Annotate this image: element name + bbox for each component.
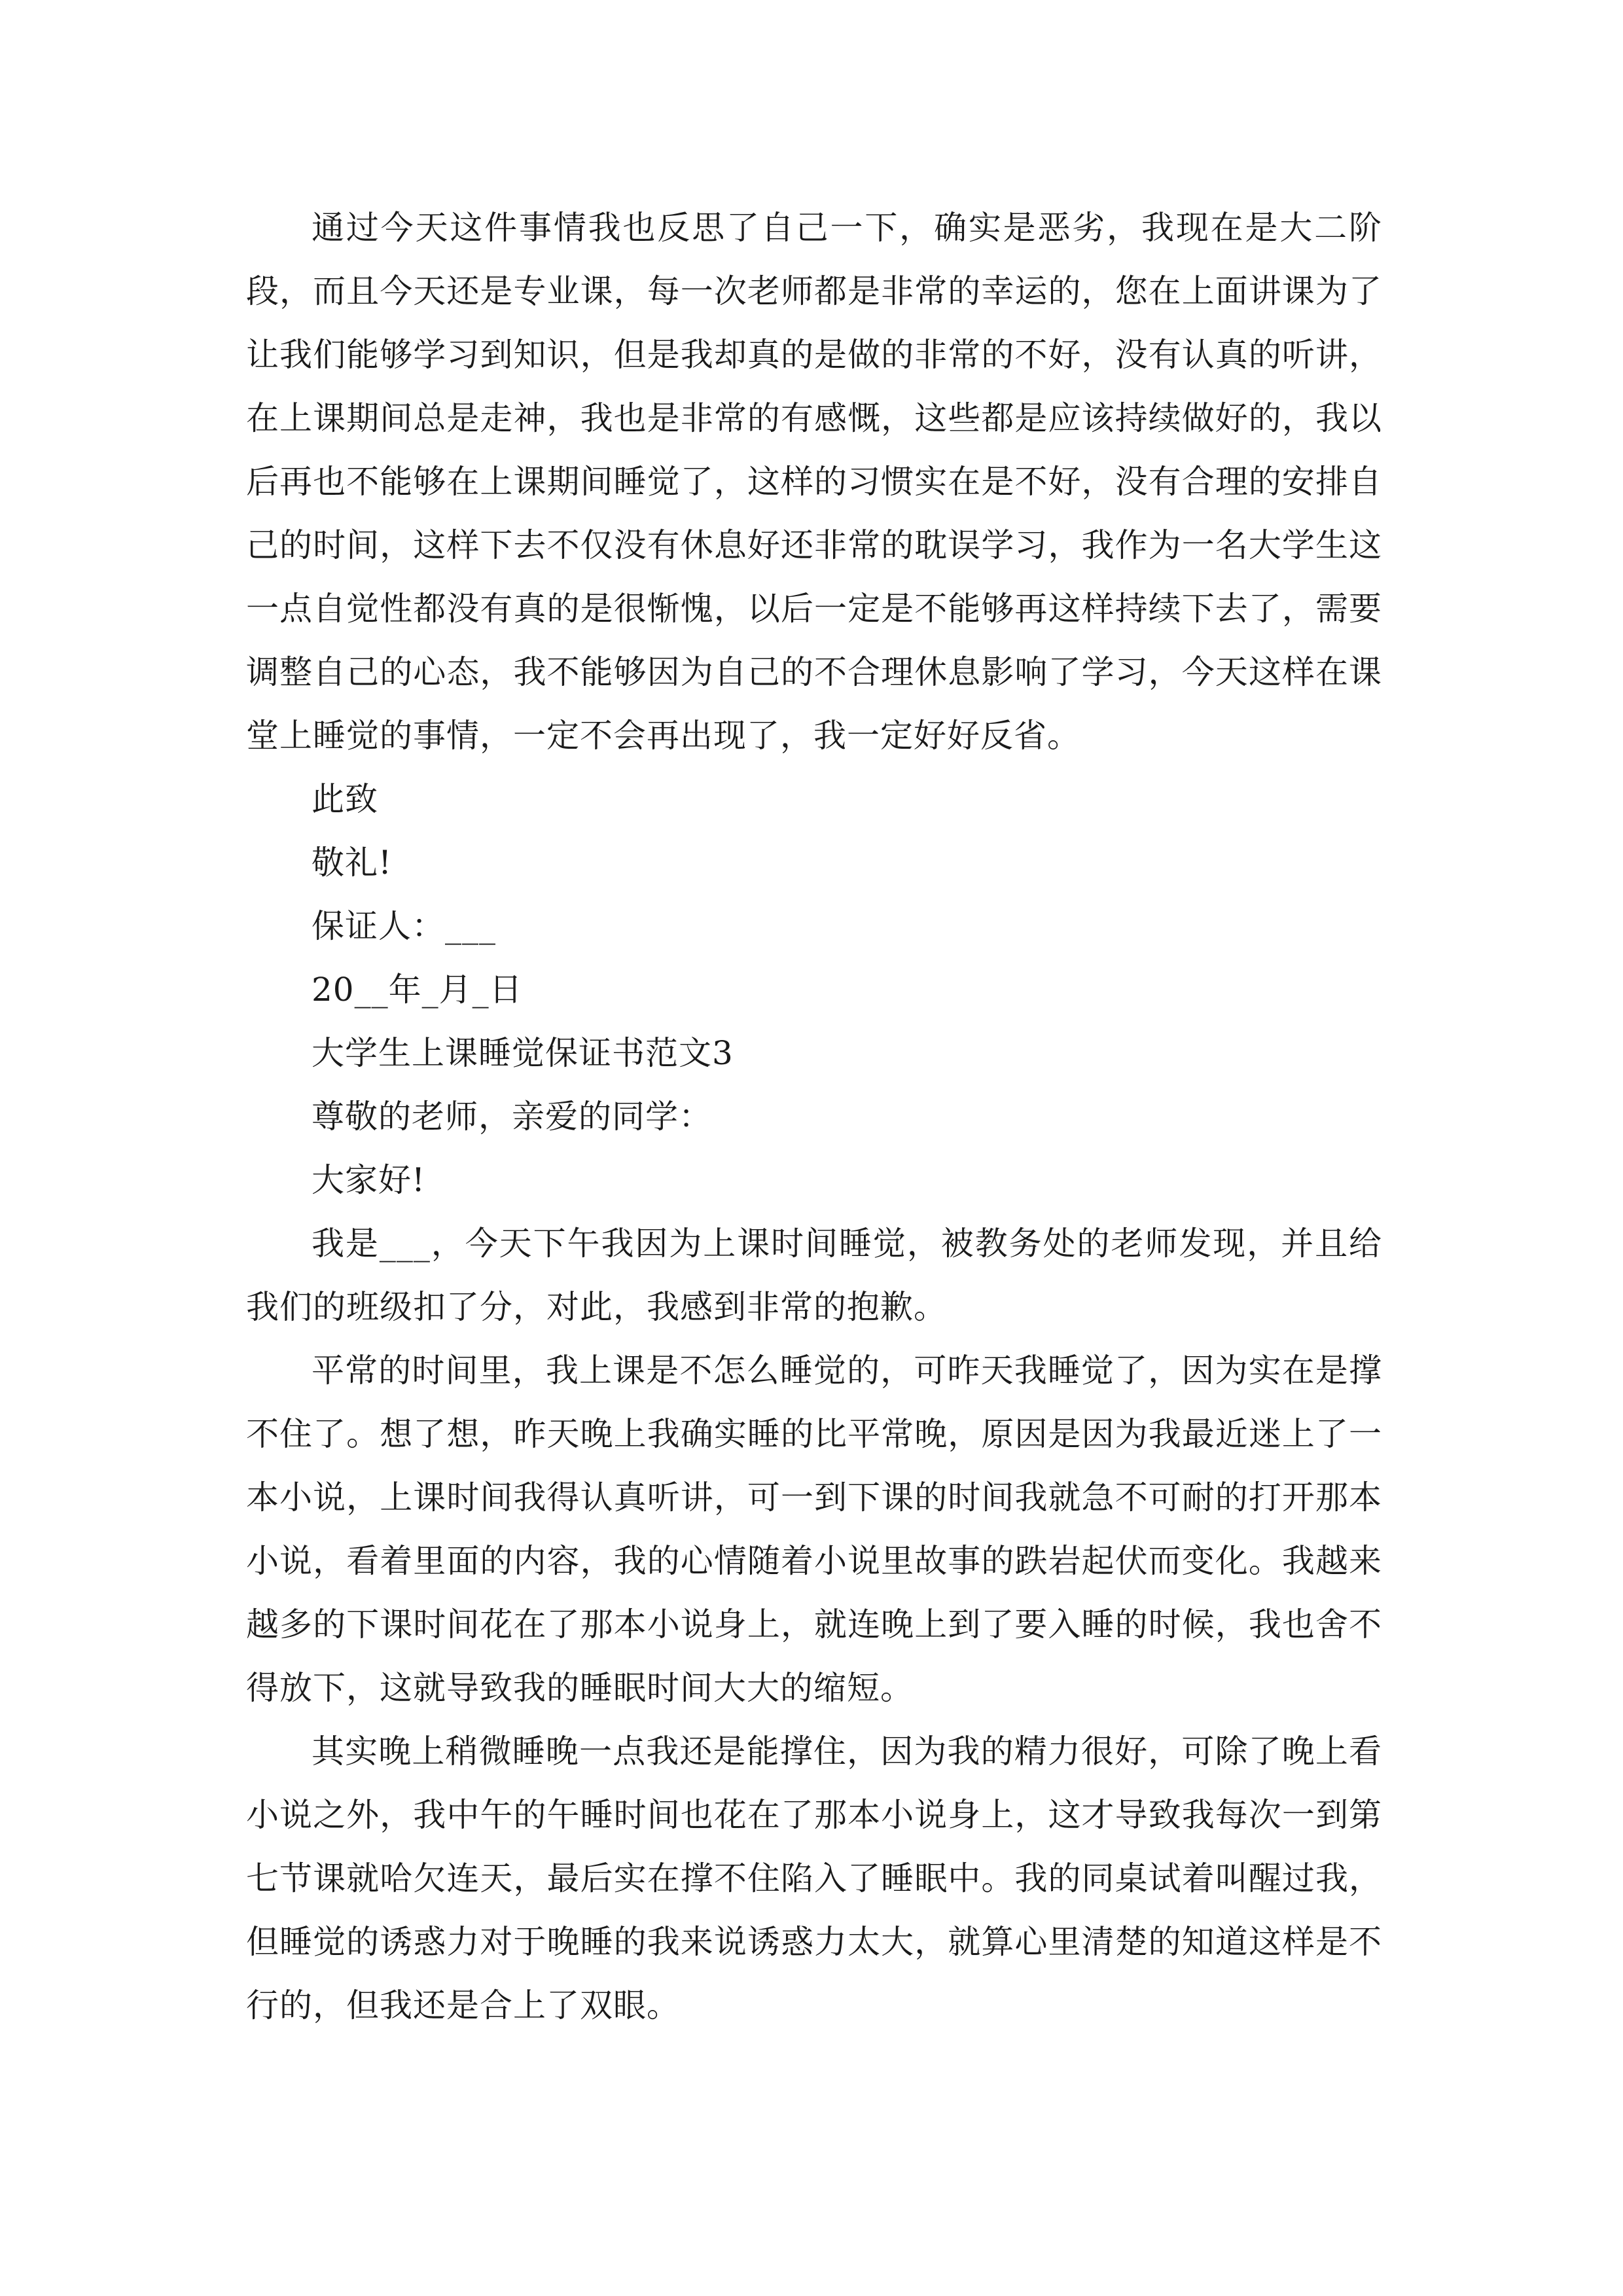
section-title: 大学生上课睡觉保证书范文3: [312, 1034, 734, 1072]
closing-respect: 敬礼!: [312, 844, 393, 882]
guarantor-line: 保证人：___: [312, 907, 496, 945]
closing-salutation: 此致: [312, 780, 378, 818]
paragraph-reflection: 通过今天这件事情我也反思了自己一下，确实是恶劣，我现在是大二阶段，而且今天还是专业课，每一次老师都是非常的幸运的，您在上面讲课为了让我们能够学习到知识，但是我却真的是做的非常的不好，没有认真的听讲，在上课期间总是走神，我也是非常的有感慨，这些都是应该持续做好的，我以后再也不能够在上课期间睡觉了，这样的习惯实在是不好，没有合理的安排自己的时间，这样下去不仅没有休息好还非常的耽误学习，我作为一名大学生这一点自觉性都没有真的是很惭愧，以后一定是不能够再这样持续下去了，需要调整自己的心态，我不能够因为自己的不合理休息影响了学习，今天这样在课堂上睡觉的事情，一定不会再出现了，我一定好好反省。: [246, 209, 1382, 755]
paragraph-intro: 我是___，今天下午我因为上课时间睡觉，被教务处的老师发现，并且给我们的班级扣了分，对此，我感到非常的抱歉。: [246, 1225, 1382, 1326]
date-line: 20__年_月_日: [312, 971, 523, 1009]
paragraph-reason: 平常的时间里，我上课是不怎么睡觉的，可昨天我睡觉了，因为实在是撑不住了。想了想，昨天晚上我确实睡的比平常晚，原因是因为我最近迷上了一本小说，上课时间我得认真听讲，可一到下课的时间我就急不可耐的打开那本小说，看着里面的内容，我的心情随着小说里故事的跌岩起伏而变化。我越来越多的下课时间花在了那本小说身上，就连晚上到了要入睡的时候，我也舍不得放下，这就导致我的睡眠时间大大的缩短。: [246, 1352, 1382, 1707]
document-body: [246, 196, 1382, 2037]
paragraph-explanation: 其实晚上稍微睡晚一点我还是能撑住，因为我的精力很好，可除了晚上看小说之外，我中午的午睡时间也花在了那本小说身上，这才导致我每次一到第七节课就哈欠连天，最后实在撑不住陷入了睡眠中。我的同桌试着叫醒过我，但睡觉的诱惑力对于晚睡的我来说诱惑力太大，就算心里清楚的知道这样是不行的，但我还是合上了双眼。: [246, 1732, 1382, 2024]
greeting-line: 尊敬的老师，亲爱的同学：: [312, 1098, 712, 1136]
hello-line: 大家好!: [312, 1161, 426, 1199]
